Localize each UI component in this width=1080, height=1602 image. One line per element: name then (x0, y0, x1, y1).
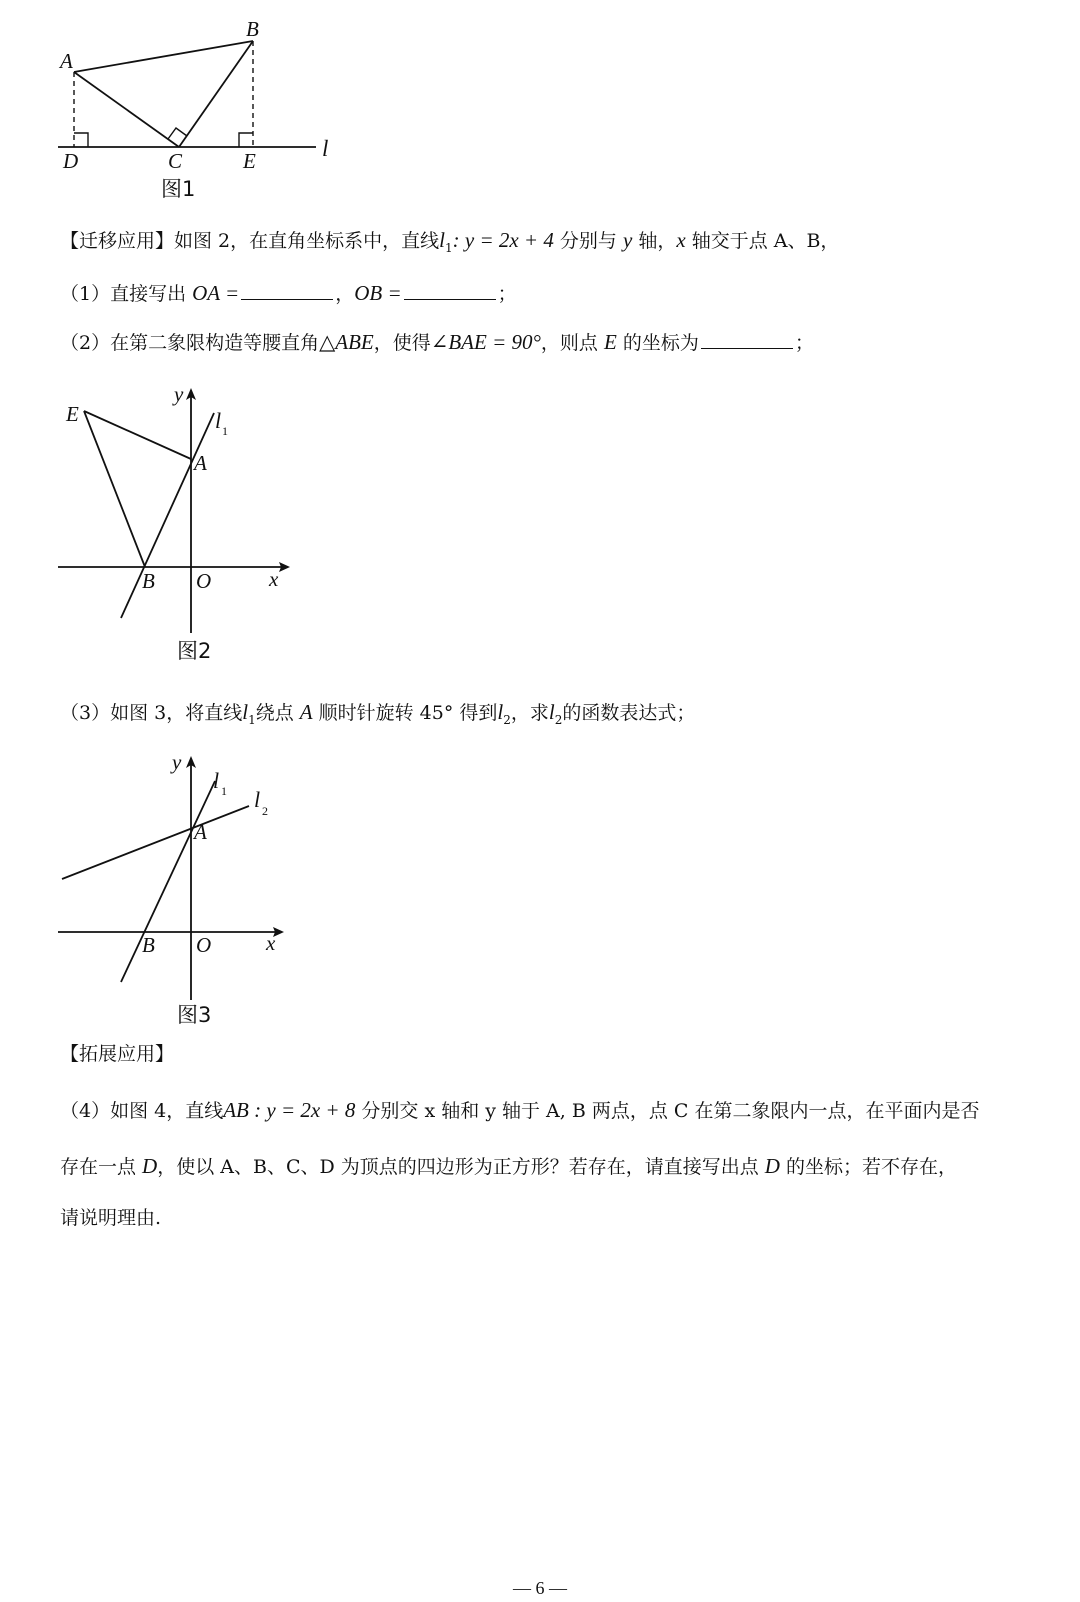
page-number: — 6 — (513, 1578, 567, 1598)
fig3-label-y: y (172, 750, 182, 774)
fig1-segment-ab (74, 41, 253, 72)
question-3 (60, 698, 695, 734)
q3-text3: 顺时针旋转 45° 得到 (312, 702, 498, 724)
q2-angle: ∠BAE = 90° (430, 330, 541, 354)
transfer-equation: : y = 2x + 4 (452, 228, 554, 252)
q1-oa: OA = (192, 281, 240, 305)
fig2-label-b: B (142, 569, 155, 593)
fig3-label-l2-sub: 2 (262, 804, 268, 818)
figure-1 (0, 0, 360, 205)
q3-point: A (299, 700, 313, 724)
q3-text4: ，求 (510, 702, 549, 724)
fig1-label-d: D (63, 149, 79, 173)
q2-text2: ，使得 (373, 332, 431, 354)
transfer-header: 【迁移应用】如图 2，在直角坐标系中，直线 (60, 230, 440, 252)
q2-blank[interactable] (701, 330, 793, 349)
figure-2-svg (0, 375, 320, 675)
transfer-x-axis: x (676, 228, 686, 252)
q3-l2: l (497, 700, 504, 724)
q3-text: （3）如图 3，将直线 (60, 702, 243, 724)
q4-line2-d2: D (764, 1154, 780, 1178)
figure-3 (0, 745, 320, 1035)
q1-ob-blank[interactable] (404, 281, 496, 300)
fig3-label-l1-sub: 1 (221, 784, 227, 798)
fig3-label-x: x (266, 931, 276, 955)
q1-ob: OB = (354, 281, 402, 305)
fig2-label-o: O (196, 569, 212, 593)
q1-oa-blank[interactable] (241, 281, 333, 300)
fig1-label-l: l (322, 136, 329, 161)
transfer-text-end: 轴交于点 A、B， (685, 230, 840, 252)
q4-line1-eq: AB : y = 2x + 8 (223, 1098, 356, 1122)
q3-text5: 的函数表达式； (562, 702, 696, 724)
fig1-segment-bc (179, 41, 253, 147)
figure-1-svg (0, 0, 360, 205)
fig3-label-a: A (194, 820, 207, 844)
q4-line2-a: 存在一点 (60, 1156, 143, 1178)
fig3-label-l1: l (213, 768, 220, 793)
q2-end: ； (794, 332, 814, 354)
q3-l1-sub: 1 (248, 712, 256, 727)
q2-point: E (603, 330, 617, 354)
fig1-caption: 图1 (161, 177, 196, 201)
fig3-line-l2 (62, 806, 249, 879)
q1-sep: ， (335, 283, 355, 305)
q2-text: （2）在第二象限构造等腰直角 (60, 332, 320, 354)
q3-l2b: l (548, 700, 555, 724)
fig1-label-b: B (246, 17, 259, 41)
q4-line1-a: （4）如图 4，直线 (60, 1100, 224, 1122)
transfer-line-sub: 1 (444, 240, 453, 255)
fig1-right-angle-d (74, 133, 88, 147)
figure-3-svg (0, 745, 320, 1035)
question-4-line-2 (60, 1152, 957, 1181)
fig2-label-e: E (66, 402, 79, 426)
fig2-caption: 图2 (177, 639, 212, 663)
fig2-label-y: y (174, 382, 184, 406)
q3-l2b-sub: 2 (554, 712, 563, 727)
q2-text4: 的坐标为 (616, 332, 699, 354)
q2-text3: ，则点 (540, 332, 604, 354)
q4-line2-d: D (142, 1154, 158, 1178)
fig2-label-l: l (215, 408, 222, 433)
transfer-y-axis: y (622, 228, 633, 252)
q3-text2: 绕点 (255, 702, 300, 724)
fig1-label-a: A (60, 49, 73, 73)
q4-line1-b: 分别交 x 轴和 y 轴于 A, B 两点，点 C 在第二象限内一点，在平面内是否 (355, 1100, 980, 1122)
transfer-line-name: l (439, 228, 445, 252)
question-4-line-3: 请说明理由. (60, 1207, 162, 1229)
fig3-label-l2: l (254, 787, 261, 812)
transfer-intro (60, 226, 839, 262)
q1-prefix: （1）直接写出 (60, 283, 193, 305)
fig1-right-angle-c (168, 128, 187, 139)
fig3-caption: 图3 (177, 1003, 212, 1027)
q1-end: ； (497, 283, 517, 305)
q3-l2-sub: 2 (503, 712, 511, 727)
fig1-label-e: E (243, 149, 256, 173)
question-4-line-1 (60, 1096, 979, 1125)
question-1 (60, 279, 517, 308)
question-2 (60, 328, 814, 357)
fig3-label-o: O (196, 933, 212, 957)
fig1-right-angle-e (239, 133, 253, 147)
fig1-segment-ac (74, 72, 179, 147)
fig1-label-c: C (168, 149, 183, 173)
extend-header: 【拓展应用】 (60, 1043, 175, 1065)
q4-line2-b: ，使以 A、B、C、D 为顶点的四边形为正方形？若存在，请直接写出点 (157, 1156, 765, 1178)
fig2-label-l-sub: 1 (222, 424, 228, 438)
fig2-label-x: x (269, 567, 279, 591)
fig2-label-a: A (194, 451, 207, 475)
figure-2 (0, 375, 320, 675)
transfer-text-mid: 分别与 (553, 230, 623, 252)
q2-triangle: △ABE (319, 330, 374, 354)
transfer-text-mid2: 轴， (632, 230, 677, 252)
q4-line2-c: 的坐标；若不存在， (779, 1156, 958, 1178)
q3-l1: l (242, 700, 249, 724)
fig3-label-b: B (142, 933, 155, 957)
